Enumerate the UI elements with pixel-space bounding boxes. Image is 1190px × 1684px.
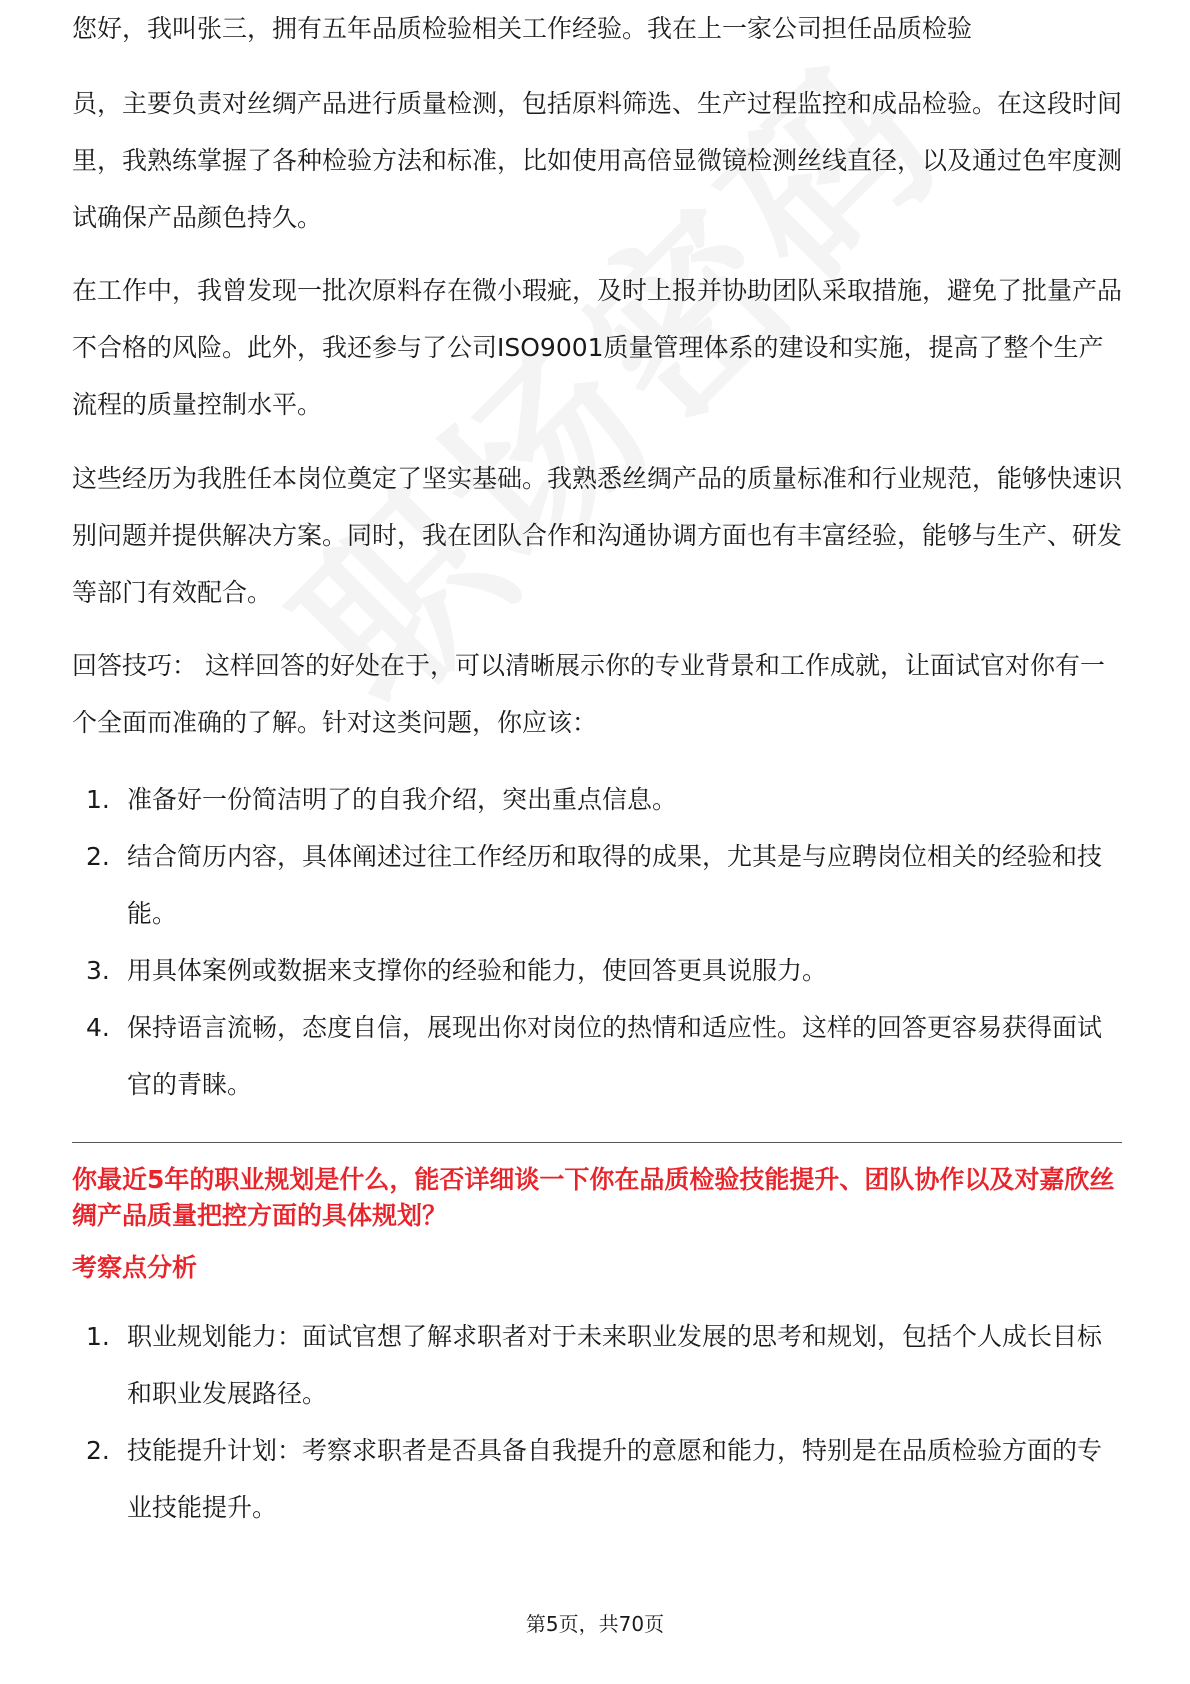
- interview-question: 你最近5年的职业规划是什么，能否详细谈一下你在品质检验技能提升、团队协作以及对嘉欣丝绸产品质量把控方面的具体规划？: [72, 1165, 1115, 1230]
- list-item: [72, 999, 1122, 1113]
- list-number: 2.: [86, 1436, 110, 1465]
- section-divider: [72, 1142, 1122, 1143]
- document-page: [72, 0, 1122, 1684]
- list-item: [72, 771, 1122, 828]
- list-text: 结合简历内容，具体阐述过往工作经历和取得的成果，尤其是与应聘岗位相关的经验和技能。: [127, 842, 1103, 928]
- list-text: 职业规划能力：面试官想了解求职者对于未来职业发展的思考和规划，包括个人成长目标和职业发展路径。: [127, 1322, 1103, 1408]
- list-item: [72, 942, 1122, 999]
- list-item: [72, 1308, 1122, 1422]
- tips-list: [72, 771, 1122, 1113]
- paragraph-achievements: 在工作中，我曾发现一批次原料存在微小瑕疵，及时上报并协助团队采取措施，避免了批量产品不合格的风险。此外，我还参与了公司ISO9001质量管理体系的建设和实施，提高了整个生产流程的质量控制水平。: [72, 276, 1123, 419]
- list-item: [72, 1422, 1122, 1536]
- list-text: 技能提升计划：考察求职者是否具备自我提升的意愿和能力，特别是在品质检验方面的专业技能提升。: [127, 1436, 1103, 1522]
- analysis-list: [72, 1308, 1122, 1536]
- list-text: 保持语言流畅，态度自信，展现出你对岗位的热情和适应性。这样的回答更容易获得面试官的青睐。: [127, 1013, 1103, 1099]
- paragraph-qualification: 这些经历为我胜任本岗位奠定了坚实基础。我熟悉丝绸产品的质量标准和行业规范，能够快速识别问题并提供解决方案。同时，我在团队合作和沟通协调方面也有丰富经验，能够与生产、研发等部门有效配合。: [72, 464, 1123, 607]
- list-number: 3.: [86, 956, 110, 985]
- cut-off-text: 您好，我叫张三，拥有五年品质检验相关工作经验。我在上一家公司担任品质检验: [72, 14, 973, 43]
- page-footer: 第5页，共70页: [525, 1612, 665, 1636]
- list-number: 1.: [86, 1322, 110, 1351]
- paragraph-answer-tips: 回答技巧： 这样回答的好处在于，可以清晰展示你的专业背景和工作成就，让面试官对你有一个全面而准确的了解。针对这类问题，你应该：: [72, 651, 1105, 737]
- list-number: 4.: [86, 1013, 110, 1042]
- list-number: 2.: [86, 842, 110, 871]
- list-text: 准备好一份简洁明了的自我介绍，突出重点信息。: [127, 785, 678, 814]
- paragraph-experience: 员，主要负责对丝绸产品进行质量检测，包括原料筛选、生产过程监控和成品检验。在这段时间里，我熟练掌握了各种检验方法和标准，比如使用高倍显微镜检测丝线直径，以及通过色牢度测试确保产品颜色持久。: [72, 89, 1123, 232]
- analysis-heading: 考察点分析: [72, 1253, 198, 1282]
- list-item: [72, 828, 1122, 942]
- list-text: 用具体案例或数据来支撑你的经验和能力，使回答更具说服力。: [127, 956, 828, 985]
- cut-off-text-line: [72, 14, 1122, 60]
- list-number: 1.: [86, 785, 110, 814]
